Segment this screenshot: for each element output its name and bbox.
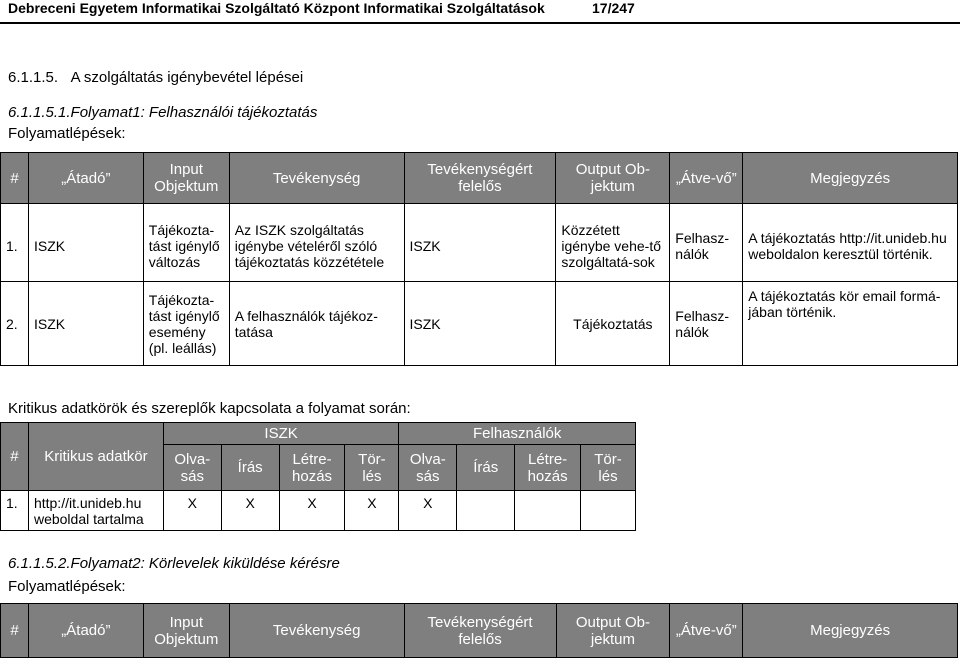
mark-cell: X: [279, 491, 345, 531]
header-rule: [0, 22, 960, 24]
col-header: Tör-lés: [581, 445, 636, 491]
section-heading: [8, 69, 303, 86]
table-header-row: [1, 153, 958, 204]
section-number: 6.1.1.5.: [8, 69, 59, 86]
col-header: #: [1, 423, 29, 491]
process2-steps-label: Folyamatlépések:: [8, 578, 126, 595]
critical-data-heading: Kritikus adatkörök és szereplők kapcsolata a folyamat során:: [8, 400, 411, 417]
cell: A tájékoztatás http://it.unideb.hu weboldalon keresztül történik.: [743, 212, 958, 282]
col-header: Output Ob-jektum: [556, 153, 670, 204]
col-header: „Átve-vő”: [670, 604, 743, 658]
cell: ISZK: [404, 282, 556, 366]
col-header: „Átve-vő”: [670, 153, 743, 204]
process2-steps-table: [0, 603, 958, 658]
col-header: Írás: [221, 445, 279, 491]
col-header: Tör-lés: [345, 445, 399, 491]
cell: 1.: [1, 491, 29, 531]
critical-data-table: [0, 422, 636, 531]
col-header: Tevékenységért felelős: [404, 604, 556, 658]
cell: Felhasz-nálók: [670, 282, 743, 366]
cell: http://it.unideb.hu weboldal tartalma: [28, 491, 163, 531]
document-header-title: Debreceni Egyetem Informatikai Szolgáltató Központ Informatikai Szolgáltatások: [8, 0, 545, 16]
col-header: Írás: [457, 445, 515, 491]
col-header: Input Objektum: [143, 153, 229, 204]
col-header: Létre-hozás: [279, 445, 345, 491]
cell: Tájékozta-tást igénylő változás: [143, 212, 229, 282]
section-title: A szolgáltatás igénybevétel lépései: [70, 69, 304, 86]
col-header: Létre-hozás: [515, 445, 581, 491]
cell: ISZK: [28, 212, 143, 282]
cell: ISZK: [28, 282, 143, 366]
group-header-iszk: ISZK: [163, 423, 399, 445]
mark-cell: [581, 491, 636, 531]
mark-cell: [457, 491, 515, 531]
col-header: Megjegyzés: [743, 604, 958, 658]
group-header-users: Felhasználók: [399, 423, 636, 445]
cell: Tájékoztatás: [556, 282, 670, 366]
mark-cell: X: [163, 491, 221, 531]
process2-heading: 6.1.1.5.2.Folyamat2: Körlevelek kiküldése kérésre: [8, 555, 340, 572]
col-header: Tevékenységért felelős: [404, 153, 556, 204]
cell: 2.: [1, 282, 29, 366]
mark-cell: X: [221, 491, 279, 531]
col-header: „Átadó”: [28, 604, 143, 658]
mark-cell: X: [399, 491, 457, 531]
col-header: Megjegyzés: [743, 153, 958, 204]
col-header: Tevékenység: [229, 604, 404, 658]
process1-heading: 6.1.1.5.1.Folyamat1: Felhasználói tájékoztatás: [8, 104, 318, 121]
cell: Tájékozta-tást igénylő esemény (pl. leállás): [143, 282, 229, 366]
table-group-header-row: [1, 423, 636, 445]
col-header: Kritikus adatkör: [28, 423, 163, 491]
col-header: Input Objektum: [143, 604, 229, 658]
col-header: Tevékenység: [229, 153, 404, 204]
table-row: [1, 282, 958, 366]
col-header: #: [1, 153, 29, 204]
process1-steps-label: Folyamatlépések:: [8, 125, 126, 142]
col-header: Output Ob-jektum: [556, 604, 670, 658]
cell: Felhasz-nálók: [670, 212, 743, 282]
mark-cell: [515, 491, 581, 531]
table-header-row: [1, 604, 958, 658]
table-row: [1, 212, 958, 282]
col-header: Olva-sás: [399, 445, 457, 491]
col-header: „Átadó”: [28, 153, 143, 204]
cell: Közzétett igénybe vehe-tő szolgáltatá-sok: [556, 212, 670, 282]
cell: Az ISZK szolgáltatás igénybe vételéről szóló tájékoztatás közzététele: [229, 212, 404, 282]
page-number: 17/247: [592, 0, 635, 16]
cell: 1.: [1, 212, 29, 282]
process1-steps-table: [0, 152, 958, 366]
col-header: #: [1, 604, 29, 658]
cell: ISZK: [404, 212, 556, 282]
table-row: [1, 491, 636, 531]
cell: A tájékoztatás kör email formá-jában történik.: [743, 282, 958, 366]
col-header: Olva-sás: [163, 445, 221, 491]
cell: A felhasználók tájékoz-tatása: [229, 282, 404, 366]
spacer-row: [1, 204, 958, 212]
mark-cell: X: [345, 491, 399, 531]
